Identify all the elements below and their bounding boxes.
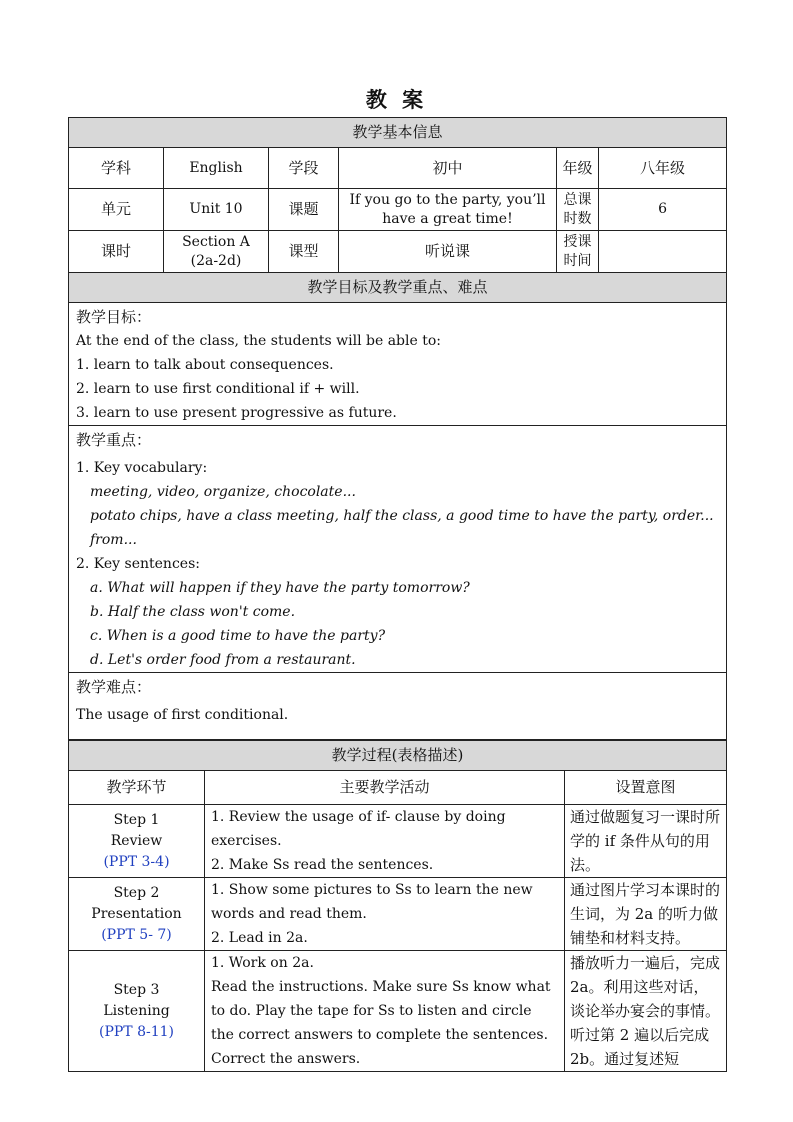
label-grade: 年级 <box>557 148 599 189</box>
keypoints-label: 教学重点： <box>76 431 152 449</box>
activity-cell <box>205 951 565 1072</box>
section-header-process: 教学过程(表格描述) <box>69 741 727 771</box>
intent-cell: 通过做题复习一课时所学的 if 条件从句的用法。 <box>565 805 727 878</box>
label-lesson: 课时 <box>69 231 164 273</box>
step-cell <box>69 878 205 951</box>
step-stage: Listening <box>103 1002 170 1019</box>
objectives-label: 教学目标： <box>76 308 152 326</box>
step-ppt-ref: (PPT 3-4) <box>103 853 170 870</box>
label-teaching-time <box>557 231 599 273</box>
activity-text: 1. Review the usage of <box>211 809 377 825</box>
key-sentence: d. Let's order food from a restaurant. <box>90 652 356 668</box>
difficulty-label: 教学难点： <box>76 678 152 696</box>
objectives-block <box>69 303 727 426</box>
value-school-stage: 初中 <box>339 148 557 189</box>
activity-term: if- clause <box>376 809 440 825</box>
section-header-objectives: 教学目标及教学重点、难点 <box>69 273 727 303</box>
activity-cell <box>205 805 565 878</box>
value-unit: Unit 10 <box>164 189 269 231</box>
objective-line: 1. learn to talk about consequences. <box>76 357 334 373</box>
objective-line: 3. learn to use present progressive as future. <box>76 405 397 421</box>
teaching-time-line-1: 授课 <box>563 233 592 250</box>
objective-line: 2. learn to use first conditional if + will. <box>76 381 360 397</box>
label-school-stage: 学段 <box>269 148 339 189</box>
table-row <box>69 951 727 1072</box>
key-sentence: c. When is a good time to have the party? <box>90 628 386 644</box>
objective-line: At the end of the class, the students will be able to: <box>76 333 441 349</box>
key-vocabulary-label: 1. Key vocabulary: <box>76 460 208 476</box>
table-row <box>69 878 727 951</box>
column-header-intent: 设置意图 <box>565 771 727 805</box>
keypoints-block <box>69 426 727 673</box>
label-topic: 课题 <box>269 189 339 231</box>
activity-line: Read the instructions. Make sure Ss know what to do. Play the tape for Ss to listen and circle the correct answers to complete the sentences. Correct the answers. <box>211 979 551 1067</box>
activity-line <box>211 805 558 853</box>
key-sentences-label: 2. Key sentences: <box>76 556 200 572</box>
section-header-basic-info: 教学基本信息 <box>69 118 727 148</box>
step-ppt-ref: (PPT 5- 7) <box>101 926 172 943</box>
intent-cell: 播放听力一遍后，完成2a。利用这些对话，谈论举办宴会的事情。听过第 2 遍以后完成 2b。通过复述短 <box>565 951 727 1072</box>
topic-line-2: have a great time! <box>382 210 513 227</box>
step-number: Step 2 <box>113 884 160 901</box>
label-unit: 单元 <box>69 189 164 231</box>
value-lesson-type: 听说课 <box>339 231 557 273</box>
step-number: Step 1 <box>113 811 160 828</box>
value-lesson <box>164 231 269 273</box>
document-title: 教 案 <box>365 87 428 112</box>
lesson-line-2: (2a-2d) <box>190 252 242 269</box>
value-topic <box>339 189 557 231</box>
total-hours-line-1: 总课 <box>563 191 592 208</box>
step-stage: Presentation <box>91 905 182 922</box>
table-row <box>69 805 727 878</box>
step-stage: Review <box>110 832 163 849</box>
key-sentence: b. Half the class won't come. <box>90 604 296 620</box>
activity-text: by doing exercises. <box>211 809 506 849</box>
column-header-activities: 主要教学活动 <box>205 771 565 805</box>
total-hours-line-2: 时数 <box>563 210 592 227</box>
lesson-plan-table <box>68 117 726 1072</box>
topic-line-1: If you go to the party, you’ll <box>349 191 546 208</box>
step-cell <box>69 951 205 1072</box>
intent-cell: 通过图片学习本课时的生词，为 2a 的听力做铺垫和材料支持。 <box>565 878 727 951</box>
key-vocabulary-line: potato chips, have a class meeting, half the class, a good time to have the party, order... from... <box>90 508 714 548</box>
value-teaching-time <box>599 231 727 273</box>
label-lesson-type: 课型 <box>269 231 339 273</box>
value-subject: English <box>164 148 269 189</box>
lesson-line-1: Section A <box>182 233 250 250</box>
step-ppt-ref: (PPT 8-11) <box>98 1023 174 1040</box>
step-number: Step 3 <box>113 981 160 998</box>
activity-line: 1. Show some pictures to Ss to learn the new words and read them. <box>211 882 533 922</box>
difficulty-text: The usage of first conditional. <box>76 707 289 723</box>
label-subject: 学科 <box>69 148 164 189</box>
key-sentence: a. What will happen if they have the party tomorrow? <box>90 580 470 596</box>
value-grade: 八年级 <box>599 148 727 189</box>
teaching-time-line-2: 时间 <box>563 252 592 269</box>
label-total-hours <box>557 189 599 231</box>
step-cell <box>69 805 205 878</box>
key-vocabulary-line: meeting, video, organize, chocolate... <box>90 484 356 500</box>
activity-line: 1. Work on 2a. <box>211 955 314 971</box>
value-total-hours: 6 <box>599 189 727 231</box>
activity-line: 2. Lead in 2a. <box>211 930 308 946</box>
column-header-stage: 教学环节 <box>69 771 205 805</box>
activity-cell <box>205 878 565 951</box>
activity-line: 2. Make Ss read the sentences. <box>211 857 434 873</box>
difficulty-block <box>69 673 727 740</box>
